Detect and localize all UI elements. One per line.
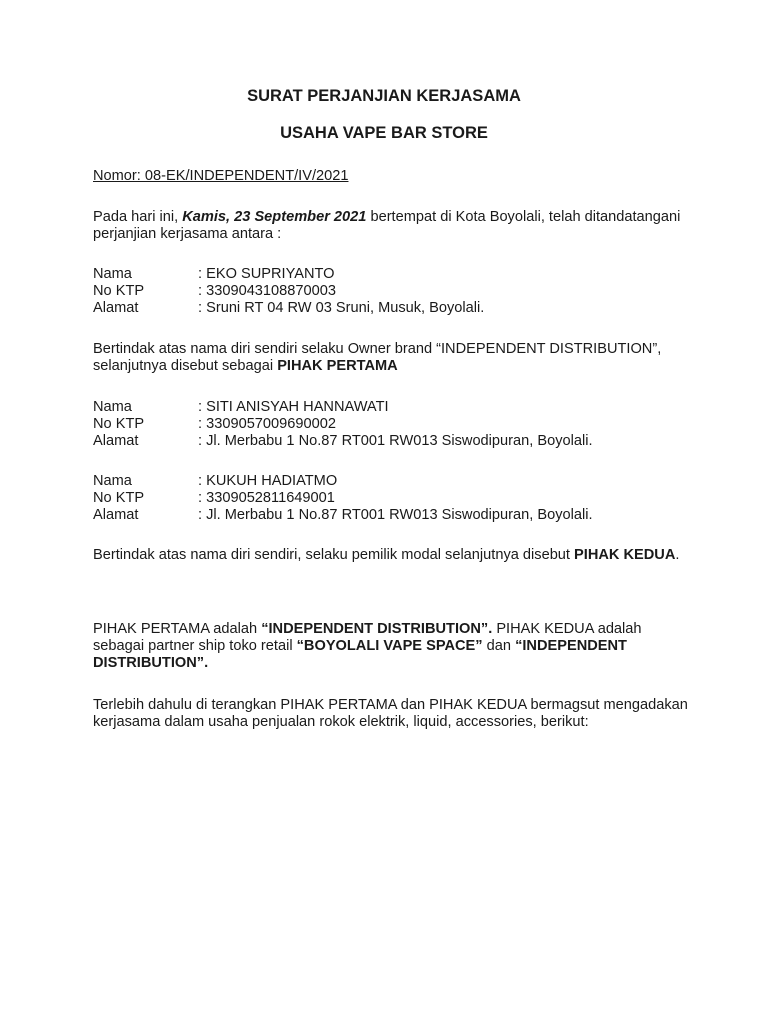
label-ktp: No KTP [93,490,145,506]
label-ktp: No KTP [93,283,145,299]
intro-paragraph [93,209,693,243]
party-two-a-nama: : SITI ANISYAH HANNAWATI [198,399,389,415]
party-two-b-ktp: : 3309052811649001 [198,490,335,506]
label-alamat: Alamat [93,433,139,449]
intro-post: bertempat di Kota Boyolali, telah ditandatangani perjanjian kerjasama antara : [93,209,681,242]
brand-s3: dan [482,638,516,654]
label-nama: Nama [93,399,132,415]
label-nama: Nama [93,266,132,282]
party-two-a-ktp: : 3309057009690002 [198,416,336,432]
party-one-alamat: : Sruni RT 04 RW 03 Sruni, Musuk, Boyolali. [198,300,485,316]
party-two-role-text: Bertindak atas nama diri sendiri, selaku pemilik modal selanjutnya disebut [93,547,575,563]
document-number: Nomor: 08-EK/INDEPENDENT/IV/2021 [93,168,349,184]
agreement-date: Kamis, 23 September 2021 [182,209,367,225]
party-one-role-text: Bertindak atas nama diri sendiri selaku Owner brand “INDEPENDENT DISTRIBUTION”, selanjutnya disebut sebagai [93,341,662,374]
closing-paragraph: Terlebih dahulu di terangkan PIHAK PERTAMA dan PIHAK KEDUA bermagsut mengadakan kerjasama dalam usaha penjualan rokok elektrik, liquid, accessories, berikut: [93,697,688,730]
party-two-a-alamat: : Jl. Merbabu 1 No.87 RT001 RW013 Siswodipuran, Boyolali. [198,433,593,449]
label-alamat: Alamat [93,507,139,523]
party-two-b-alamat: : Jl. Merbabu 1 No.87 RT001 RW013 Siswodipuran, Boyolali. [198,507,593,523]
document-subtitle: USAHA VAPE BAR STORE [280,124,488,142]
label-nama: Nama [93,473,132,489]
party-two-b-nama: : KUKUH HADIATMO [198,473,338,489]
brand-b1: “INDEPENDENT DISTRIBUTION”. [261,621,493,637]
brand-b2: “BOYOLALI VAPE SPACE” [296,638,483,654]
brand-s2: PIHAK KEDUA adalah sebagai partner ship toko retail [93,621,642,654]
label-ktp: No KTP [93,416,145,432]
document-title: SURAT PERJANJIAN KERJASAMA [247,87,521,105]
intro-pre: Pada hari ini, [93,209,183,225]
brand-s1: PIHAK PERTAMA adalah [93,621,262,637]
party-two-role-paragraph [93,547,693,564]
brand-b3: “INDEPENDENT DISTRIBUTION”. [93,638,627,671]
label-alamat: Alamat [93,300,139,316]
party-two-designation: PIHAK KEDUA [574,547,676,563]
party-one-designation: PIHAK PERTAMA [277,358,398,374]
brand-paragraph [93,621,693,672]
party-two-role-end: . [675,547,680,563]
party-one-nama: : EKO SUPRIYANTO [198,266,335,282]
party-one-role-paragraph [93,341,693,375]
party-one-ktp: : 3309043108870003 [198,283,336,299]
